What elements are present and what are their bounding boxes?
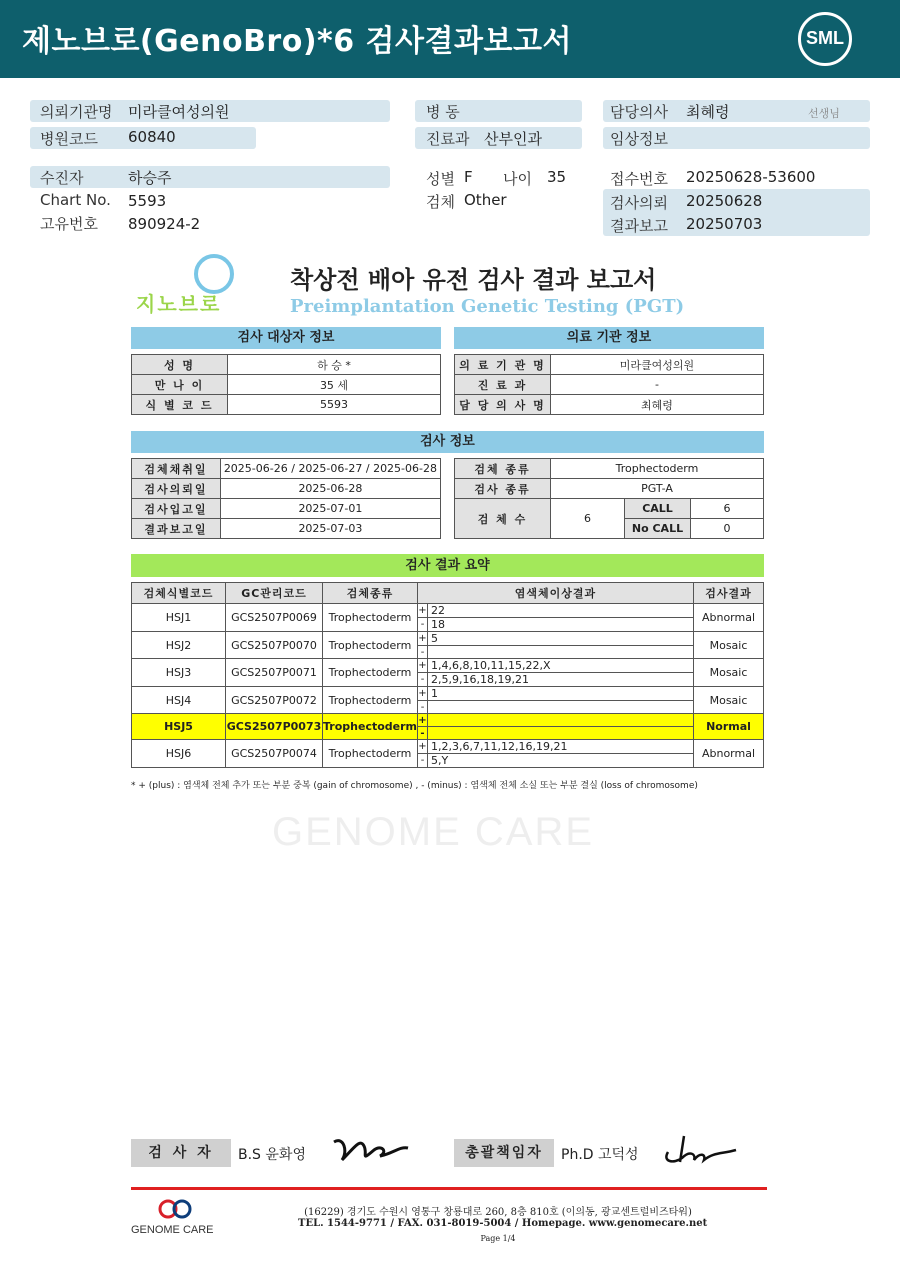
result-summary-table: [131, 582, 764, 768]
plus-sign: +: [418, 605, 427, 616]
subject-name-value: 하 승 *: [228, 355, 441, 375]
minus-sign: -: [418, 618, 428, 632]
loss-chromosomes: 5,Y: [428, 754, 694, 768]
call-value: 6: [691, 499, 764, 519]
footer-address: (16229) 경기도 수원시 영통구 창룡대로 260, 8층 810호 (이의동, 광교센트럴비즈타워): [304, 1207, 692, 1218]
genome-care-logo: [131, 1198, 223, 1242]
nocall-label: No CALL: [625, 519, 691, 539]
spec-type-value: Trophectoderm: [551, 459, 764, 479]
minus-sign: -: [418, 673, 428, 687]
doctor-value: 최혜령: [686, 103, 730, 121]
minus-sign: -: [418, 727, 428, 740]
doctor-label: 담당의사: [610, 103, 668, 121]
receipt-label: 접수번호: [610, 170, 668, 188]
subject-code-label: 식 별 코 드: [132, 395, 228, 415]
director-signature: [660, 1132, 740, 1168]
gain-chromosomes: 1: [428, 687, 694, 701]
report-header: [0, 0, 900, 78]
table-row: [132, 740, 764, 754]
page-number: Page 1/4: [480, 1234, 516, 1243]
subject-info-table: [131, 354, 441, 415]
result-cell: Normal: [694, 714, 764, 740]
test-type-value: PGT-A: [551, 479, 764, 499]
col-specimen-type: 검체종류: [323, 583, 418, 604]
director-name: Ph.D 고덕성: [561, 1147, 639, 1163]
genome-care-watermark: GENOME CARE: [272, 810, 595, 854]
result-report-label: 결과보고일: [132, 519, 221, 539]
table-row: [132, 659, 764, 673]
test-dates-table: [131, 458, 441, 539]
tester-label: 검 사 자: [131, 1139, 231, 1167]
gc-code-cell: GCS2507P0073: [226, 714, 323, 740]
subject-age-label: 만 나 이: [132, 375, 228, 395]
tester-name: B.S 윤화영: [238, 1147, 306, 1163]
count-label: 검 체 수: [455, 499, 551, 539]
result-cell: Abnormal: [694, 604, 764, 632]
request-label: 검사의뢰: [610, 194, 668, 212]
sample-id-cell: HSJ2: [132, 632, 226, 659]
subject-age-value: 35 세: [228, 375, 441, 395]
report-date-label: 결과보고: [610, 217, 668, 235]
inst-dept-value: -: [551, 375, 764, 395]
sample-id-cell: HSJ1: [132, 604, 226, 632]
pgt-title-korean: 착상전 배아 유전 검사 결과 보고서: [290, 266, 657, 294]
gain-chromosomes: 5: [428, 632, 694, 646]
clinical-label: 임상정보: [610, 130, 668, 148]
report-date-value: 20250703: [686, 215, 763, 233]
table-row: [132, 687, 764, 701]
test-section-head: 검사 정보: [131, 431, 764, 453]
result-cell: Mosaic: [694, 632, 764, 659]
minus-sign: -: [418, 646, 428, 659]
specimen-value: Other: [464, 191, 507, 209]
call-label: CALL: [625, 499, 691, 519]
col-sample-id: 검체식별코드: [132, 583, 226, 604]
test-request-value: 2025-06-28: [220, 479, 440, 499]
loss-chromosomes: [428, 727, 694, 740]
table-row: [132, 632, 764, 646]
specimen-type-cell: Trophectoderm: [323, 659, 418, 687]
specimen-type-cell: Trophectoderm: [323, 632, 418, 659]
result-report-value: 2025-07-03: [220, 519, 440, 539]
summary-section-head: 검사 결과 요약: [131, 554, 764, 577]
genome-care-logo-icon: [157, 1198, 193, 1220]
receipt-value: 20250628-53600: [686, 168, 816, 186]
unique-label: 고유번호: [40, 215, 98, 233]
result-cell: Mosaic: [694, 659, 764, 687]
test-request-label: 검사의뢰일: [132, 479, 221, 499]
report-title: 제노브로(GenoBro)*6 검사결과보고서: [22, 24, 572, 59]
gc-code-cell: GCS2507P0074: [226, 740, 323, 768]
hosp-code-value: 60840: [128, 128, 176, 146]
inst-name-value: 미라클여성의원: [551, 355, 764, 375]
col-gc-code: GC관리코드: [226, 583, 323, 604]
col-test-result: 검사결과: [694, 583, 764, 604]
test-specimen-table: [454, 458, 764, 539]
spec-type-label: 검체 종류: [455, 459, 551, 479]
table-row: [132, 714, 764, 727]
gain-chromosomes: 1,4,6,8,10,11,15,22,X: [428, 659, 694, 673]
dept-label: 진료과: [426, 130, 470, 148]
inst-doctor-value: 최혜령: [551, 395, 764, 415]
examinee-value: 하승주: [128, 169, 172, 187]
test-type-label: 검사 종류: [455, 479, 551, 499]
age-label: 나이: [503, 170, 532, 188]
subject-name-label: 성 명: [132, 355, 228, 375]
collect-label: 검체채취일: [132, 459, 221, 479]
gain-chromosomes: 22: [428, 604, 694, 618]
plus-sign: +: [418, 714, 427, 726]
tester-signature: [330, 1132, 412, 1166]
unique-value: 890924-2: [128, 215, 201, 233]
request-value: 20250628: [686, 192, 763, 210]
col-chromosome-result: 염색체이상결과: [418, 583, 694, 604]
specimen-type-cell: Trophectoderm: [323, 687, 418, 714]
arrival-value: 2025-07-01: [220, 499, 440, 519]
plus-sign: +: [418, 741, 427, 752]
legend-footnote: * + (plus) : 염색체 전체 추가 또는 부분 중복 (gain of chromosome) , - (minus) : 염색체 전체 소실 또는 부분 결실 (loss of chromosome): [131, 781, 698, 791]
loss-chromosomes: 2,5,9,16,18,19,21: [428, 673, 694, 687]
sample-id-cell: HSJ6: [132, 740, 226, 768]
nocall-value: 0: [691, 519, 764, 539]
ward-label: 병 동: [426, 103, 460, 121]
plus-sign: +: [418, 660, 427, 671]
sml-logo-text: SML: [806, 28, 844, 48]
specimen-type-cell: Trophectoderm: [323, 714, 418, 740]
result-cell: Abnormal: [694, 740, 764, 768]
gc-code-cell: GCS2507P0069: [226, 604, 323, 632]
gain-chromosomes: 1,2,3,6,7,11,12,16,19,21: [428, 740, 694, 754]
hosp-code-label: 병원코드: [40, 130, 98, 148]
loss-chromosomes: [428, 701, 694, 714]
loss-chromosomes: 18: [428, 618, 694, 632]
subject-section-head: 검사 대상자 정보: [131, 327, 441, 349]
doctor-suffix: 선생님: [808, 107, 840, 120]
gain-chromosomes: [428, 714, 694, 727]
examinee-label: 수진자: [40, 169, 84, 187]
sample-id-cell: HSJ3: [132, 659, 226, 687]
collect-value: 2025-06-26 / 2025-06-27 / 2025-06-28: [220, 459, 440, 479]
gc-code-cell: GCS2507P0072: [226, 687, 323, 714]
plus-sign: +: [418, 688, 427, 699]
sex-label: 성별: [426, 170, 455, 188]
chart-value: 5593: [128, 192, 167, 210]
specimen-label: 검체: [426, 193, 455, 211]
loss-chromosomes: [428, 646, 694, 659]
genome-care-logo-text: GENOME CARE: [131, 1224, 214, 1236]
chart-label: Chart No.: [40, 191, 111, 209]
specimen-type-cell: Trophectoderm: [323, 604, 418, 632]
genobro-logo: [134, 254, 246, 314]
inst-dept-label: 진 료 과: [455, 375, 551, 395]
dept-value: 산부인과: [484, 130, 542, 148]
table-row: [132, 604, 764, 618]
count-value: 6: [551, 499, 625, 539]
req-org-label: 의뢰기관명: [40, 103, 113, 121]
director-label: 총괄책임자: [454, 1139, 554, 1167]
arrival-label: 검사입고일: [132, 499, 221, 519]
inst-name-label: 의 료 기 관 명: [455, 355, 551, 375]
footer-contact: TEL. 1544-9771 / FAX. 031-8019-5004 / Homepage. www.genomecare.net: [298, 1218, 708, 1229]
pgt-title-english: Preimplantation Genetic Testing (PGT): [290, 296, 685, 317]
specimen-type-cell: Trophectoderm: [323, 740, 418, 768]
inst-doctor-label: 담 당 의 사 명: [455, 395, 551, 415]
institution-section-head: 의료 기관 정보: [454, 327, 764, 349]
institution-info-table: [454, 354, 764, 415]
age-value: 35: [547, 168, 567, 186]
gc-code-cell: GCS2507P0070: [226, 632, 323, 659]
examinee-row: [30, 166, 390, 188]
sample-id-cell: HSJ4: [132, 687, 226, 714]
subject-code-value: 5593: [228, 395, 441, 415]
result-cell: Mosaic: [694, 687, 764, 714]
req-org-value: 미라클여성의원: [128, 103, 230, 121]
sex-value: F: [464, 168, 473, 186]
sml-logo: [798, 12, 852, 66]
genobro-logo-text: 지노브로: [136, 292, 222, 316]
gc-code-cell: GCS2507P0071: [226, 659, 323, 687]
minus-sign: -: [418, 701, 428, 714]
sample-id-cell: HSJ5: [132, 714, 226, 740]
minus-sign: -: [418, 754, 428, 768]
plus-sign: +: [418, 633, 427, 644]
footer-divider: [131, 1187, 767, 1190]
